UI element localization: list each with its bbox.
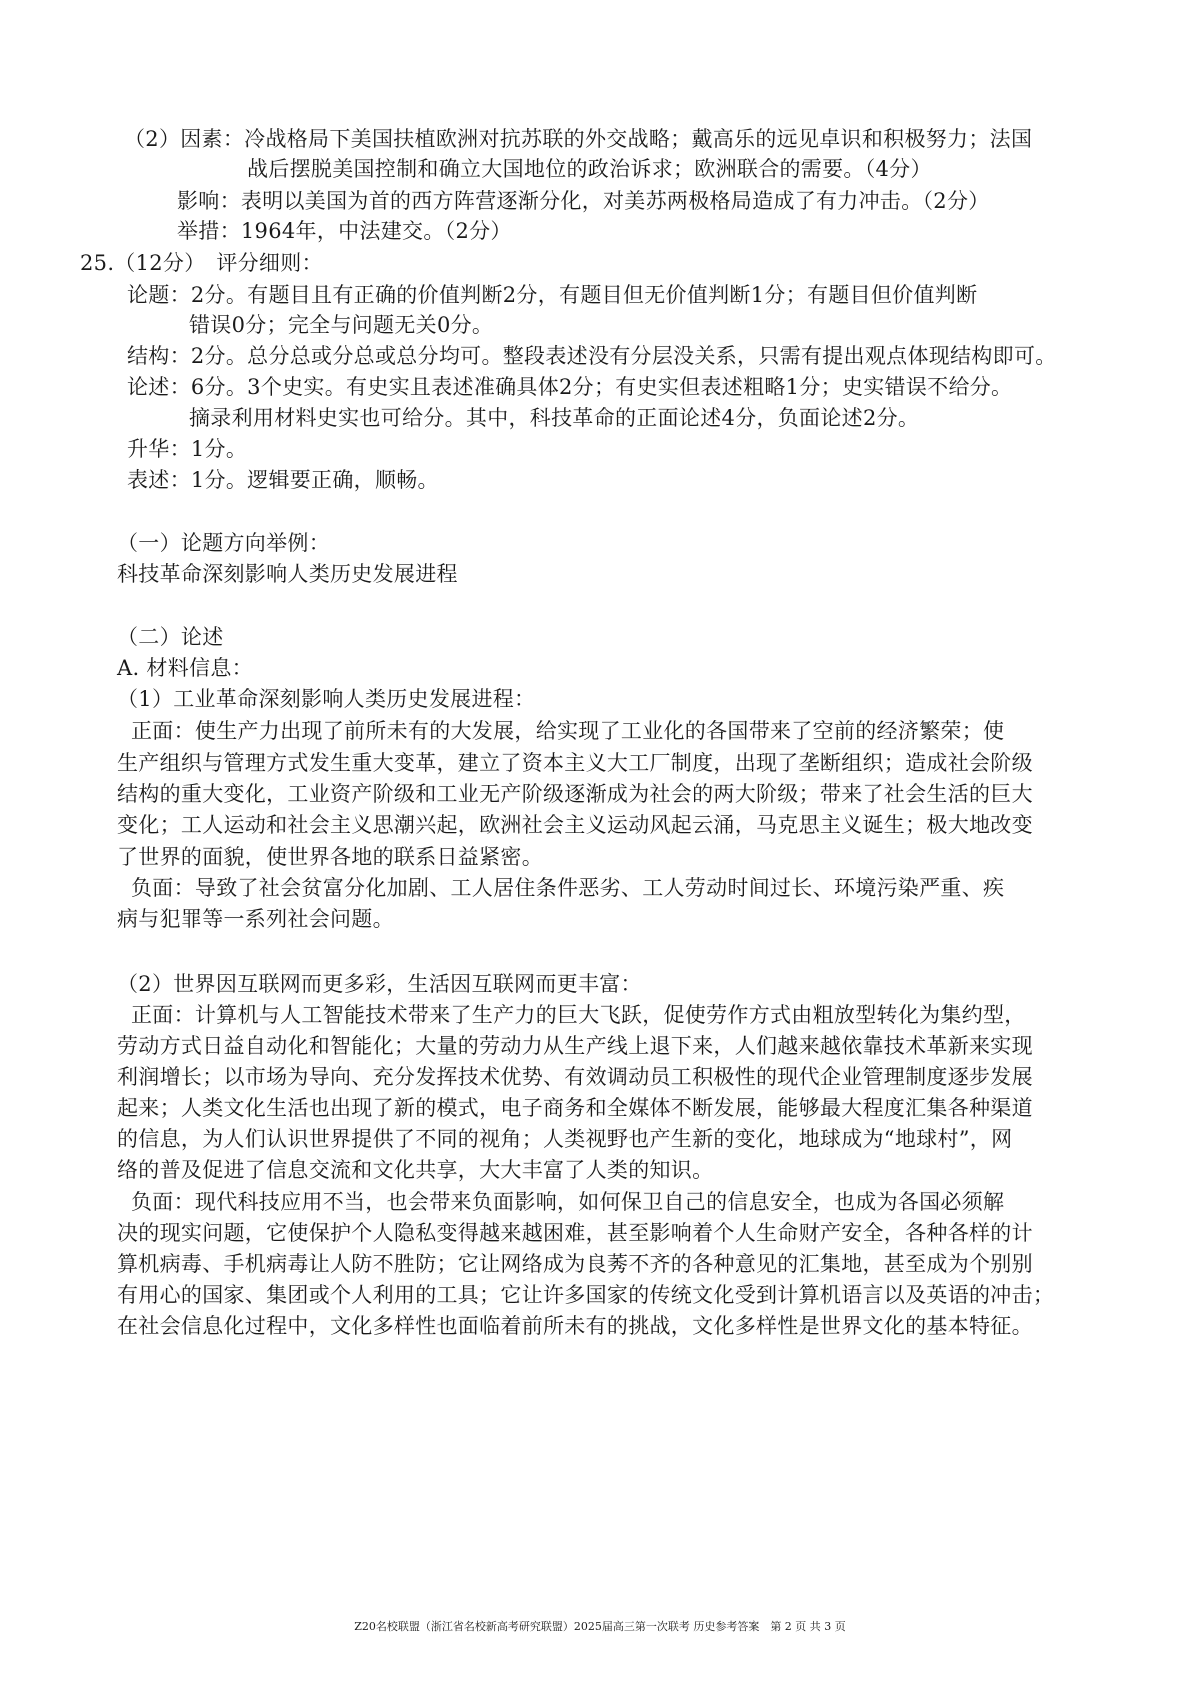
item1-title: （1）工业革命深刻影响人类历史发展进程： xyxy=(117,687,536,711)
item2-title: （2）世界因互联网而更多彩，生活因互联网而更丰富： xyxy=(117,972,642,996)
q25-argument-line-2: 摘录利用材料史实也可给分。其中，科技革命的正面论述4分，负面论述2分。 xyxy=(189,406,920,430)
item1-negative-line: 负面：导致了社会贫富分化加剧、工人居住条件恶劣、工人劳动时间过长、环境污染严重、疾 xyxy=(131,876,1005,900)
item2-negative-line: 在社会信息化过程中，文化多样性也面临着前所未有的挑战，文化多样性是世界文化的基本特征。 xyxy=(117,1314,1033,1338)
section2-heading: （二）论述 xyxy=(117,625,224,649)
q24-factor-line-1: （2）因素：冷战格局下美国扶植欧洲对抗苏联的外交战略；戴高乐的远见卓识和积极努力；法国 xyxy=(124,127,1033,151)
item2-positive-line: 起来；人类文化生活也出现了新的模式，电子商务和全媒体不断发展，能够最大程度汇集各种渠道 xyxy=(117,1096,1033,1120)
q25-elevation: 升华：1分。 xyxy=(127,437,248,461)
item2-negative-line: 负面：现代科技应用不当，也会带来负面影响，如何保卫自己的信息安全，也成为各国必须解 xyxy=(131,1190,1005,1214)
item2-positive-line: 劳动方式日益自动化和智能化；大量的劳动力从生产线上退下来，人们越来越依靠技术革新来实现 xyxy=(117,1034,1033,1058)
section1-example: 科技革命深刻影响人类历史发展进程 xyxy=(117,562,458,586)
item1-positive-line: 变化；工人运动和社会主义思潮兴起，欧洲社会主义运动风起云涌，马克思主义诞生；极大地改变 xyxy=(117,813,1033,837)
q25-header: 25.（12分） 评分细则： xyxy=(80,251,323,275)
item2-negative-line: 有用心的国家、集团或个人利用的工具；它让许多国家的传统文化受到计算机语言以及英语的冲击； xyxy=(117,1283,1055,1307)
item2-positive-line: 络的普及促进了信息交流和文化共享，大大丰富了人类的知识。 xyxy=(117,1158,714,1182)
item2-positive-line: 的信息，为人们认识世界提供了不同的视角；人类视野也产生新的变化，地球成为“地球村”，网 xyxy=(117,1127,1013,1151)
item1-positive-line: 正面：使生产力出现了前所未有的大发展，给实现了工业化的各国带来了空前的经济繁荣；使 xyxy=(131,719,1005,743)
q24-impact: 影响：表明以美国为首的西方阵营逐渐分化，对美苏两极格局造成了有力冲击。（2分） xyxy=(177,189,990,213)
page-footer: Z20名校联盟（浙江省名校新高考研究联盟）2025届高三第一次联考 历史参考答案 第 2 页 共 3 页 xyxy=(354,1620,846,1633)
item1-positive-line: 了世界的面貌，使世界各地的联系日益紧密。 xyxy=(117,845,543,869)
item1-negative-line: 病与犯罪等一系列社会问题。 xyxy=(117,907,394,931)
section1-heading: （一）论题方向举例： xyxy=(117,531,330,555)
item2-negative-line: 决的现实问题，它使保护个人隐私变得越来越困难，甚至影响着个人生命财产安全，各种各样的计 xyxy=(117,1221,1033,1245)
q24-factor-line-2: 战后摆脱美国控制和确立大国地位的政治诉求；欧洲联合的需要。（4分） xyxy=(247,157,932,181)
q25-argument-line-1: 论述：6分。3个史实。有史实且表述准确具体2分；有史实但表述粗略1分；史实错误不给分。 xyxy=(127,375,1013,399)
item1-positive-line: 生产组织与管理方式发生重大变革，建立了资本主义大工厂制度，出现了垄断组织；造成社会阶级 xyxy=(117,751,1033,775)
q25-topic-line-1: 论题：2分。有题目且有正确的价值判断2分，有题目但无价值判断1分；有题目但价值判断 xyxy=(127,283,978,307)
q25-topic-line-2: 错误0分；完全与问题无关0分。 xyxy=(189,313,494,337)
item2-positive-line: 利润增长；以市场为导向、充分发挥技术优势、有效调动员工积极性的现代企业管理制度逐步发展 xyxy=(117,1065,1033,1089)
item1-positive-line: 结构的重大变化，工业资产阶级和工业无产阶级逐渐成为社会的两大阶级；带来了社会生活的巨大 xyxy=(117,782,1033,806)
q25-expression: 表述：1分。逻辑要正确，顺畅。 xyxy=(127,468,439,492)
item2-positive-line: 正面：计算机与人工智能技术带来了生产力的巨大飞跃，促使劳作方式由粗放型转化为集约型， xyxy=(131,1003,1026,1027)
item2-negative-line: 算机病毒、手机病毒让人防不胜防；它让网络成为良莠不齐的各种意见的汇集地，甚至成为个别别 xyxy=(117,1252,1033,1276)
q24-measure: 举措：1964年，中法建交。（2分） xyxy=(177,219,512,243)
q25-structure: 结构：2分。总分总或分总或总分均可。整段表述没有分层没关系，只需有提出观点体现结构即可。 xyxy=(127,344,1057,368)
section2-material-label: A. 材料信息： xyxy=(117,656,253,680)
